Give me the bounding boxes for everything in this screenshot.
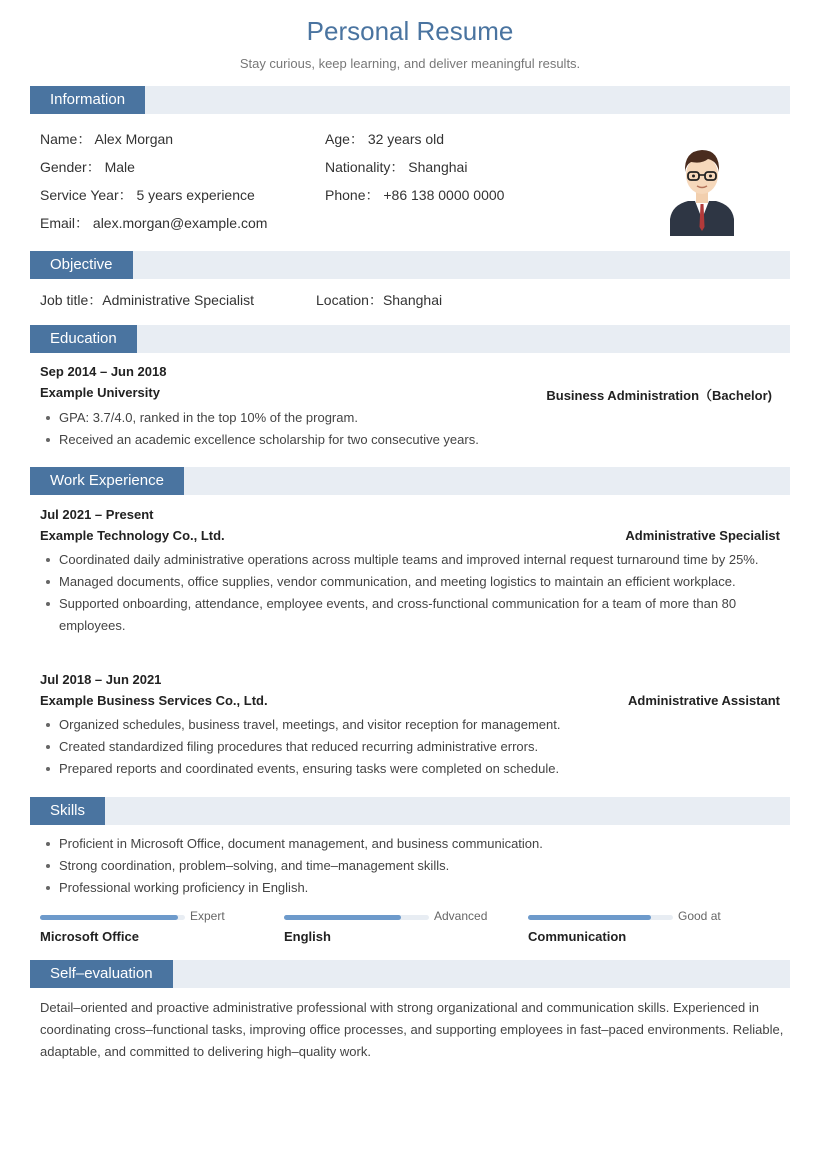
skill-fill — [284, 915, 401, 920]
section-heading-information: Information — [30, 86, 145, 114]
info-phone: Phone： +86 138 0000 0000 — [325, 187, 505, 203]
job-role: Administrative Specialist — [625, 528, 780, 543]
skills-bullets — [40, 833, 785, 899]
info-age: Age： 32 years old — [325, 131, 445, 147]
section-information — [30, 86, 790, 114]
list-item: Professional working proficiency in English. — [40, 877, 785, 899]
section-work-experience — [30, 467, 790, 495]
info-service-year: Service Year： 5 years experience — [40, 187, 255, 203]
objective-job-title: Job title：Administrative Specialist — [40, 292, 254, 308]
skill-level: Good at — [678, 909, 721, 923]
self-evaluation-text: Detail–oriented and proactive administrative professional with strong organizational and communication skills. Experienced in coordinating cross–functional tasks, improving office processes, and supporting employees in fast–paced environments. Reliable, adaptable, and committed to delivering high–quality work. — [40, 1000, 784, 1059]
education-major: Business Administration（Bachelor) — [546, 388, 772, 403]
info-gender: Gender： Male — [40, 159, 135, 175]
skill-fill — [40, 915, 178, 920]
section-heading-education: Education — [30, 325, 137, 353]
objective-location: Location：Shanghai — [316, 292, 443, 308]
job-bullets — [40, 549, 785, 637]
job-bullets — [40, 714, 785, 780]
job-date: Jul 2018 – Jun 2021 — [40, 672, 162, 687]
skill-fill — [528, 915, 651, 920]
section-skills — [30, 797, 790, 825]
list-item: Coordinated daily administrative operations across multiple teams and improved internal request turnaround time by 25%. — [40, 549, 785, 571]
education-bullets — [40, 407, 785, 451]
section-heading-objective: Objective — [30, 251, 133, 279]
list-item: Strong coordination, problem–solving, and time–management skills. — [40, 855, 785, 877]
skill-track — [528, 915, 673, 920]
skill-name: Microsoft Office — [40, 929, 139, 944]
skill-level: Expert — [190, 909, 225, 923]
section-objective — [30, 251, 790, 279]
education-date: Sep 2014 – Jun 2018 — [40, 364, 167, 379]
info-nationality: Nationality： Shanghai — [325, 159, 468, 175]
page-title: Personal Resume — [306, 16, 514, 46]
list-item: Supported onboarding, attendance, employee events, and cross-functional communication for a team of more than 80 employees. — [40, 593, 785, 637]
job-role: Administrative Assistant — [628, 693, 780, 708]
skill-track — [284, 915, 429, 920]
section-heading-self-evaluation: Self–evaluation — [30, 960, 173, 988]
list-item: Prepared reports and coordinated events, ensuring tasks were completed on schedule. — [40, 758, 785, 780]
section-heading-skills: Skills — [30, 797, 105, 825]
info-email: Email： alex.morgan@example.com — [40, 215, 268, 231]
page-subtitle: Stay curious, keep learning, and deliver meaningful results. — [239, 56, 581, 71]
skill-name: English — [284, 929, 331, 944]
list-item: Received an academic excellence scholarship for two consecutive years. — [40, 429, 785, 451]
section-education — [30, 325, 790, 353]
list-item: Proficient in Microsoft Office, document management, and business communication. — [40, 833, 785, 855]
list-item: Managed documents, office supplies, vendor communication, and meeting logistics to maintain an efficient workplace. — [40, 571, 785, 593]
education-school: Example University — [40, 385, 160, 400]
skill-name: Communication — [528, 929, 627, 944]
section-heading-work: Work Experience — [30, 467, 184, 495]
list-item: GPA: 3.7/4.0, ranked in the top 10% of the program. — [40, 407, 785, 429]
list-item: Organized schedules, business travel, meetings, and visitor reception for management. — [40, 714, 785, 736]
businessman-avatar-icon — [662, 141, 742, 241]
skill-level: Advanced — [434, 909, 488, 923]
section-self-evaluation — [30, 960, 790, 988]
job-company: Example Business Services Co., Ltd. — [40, 693, 268, 708]
job-company: Example Technology Co., Ltd. — [40, 528, 225, 543]
list-item: Created standardized filing procedures that reduced recurring administrative errors. — [40, 736, 785, 758]
info-name: Name： Alex Morgan — [40, 131, 174, 147]
job-date: Jul 2021 – Present — [40, 507, 154, 522]
skill-track — [40, 915, 185, 920]
